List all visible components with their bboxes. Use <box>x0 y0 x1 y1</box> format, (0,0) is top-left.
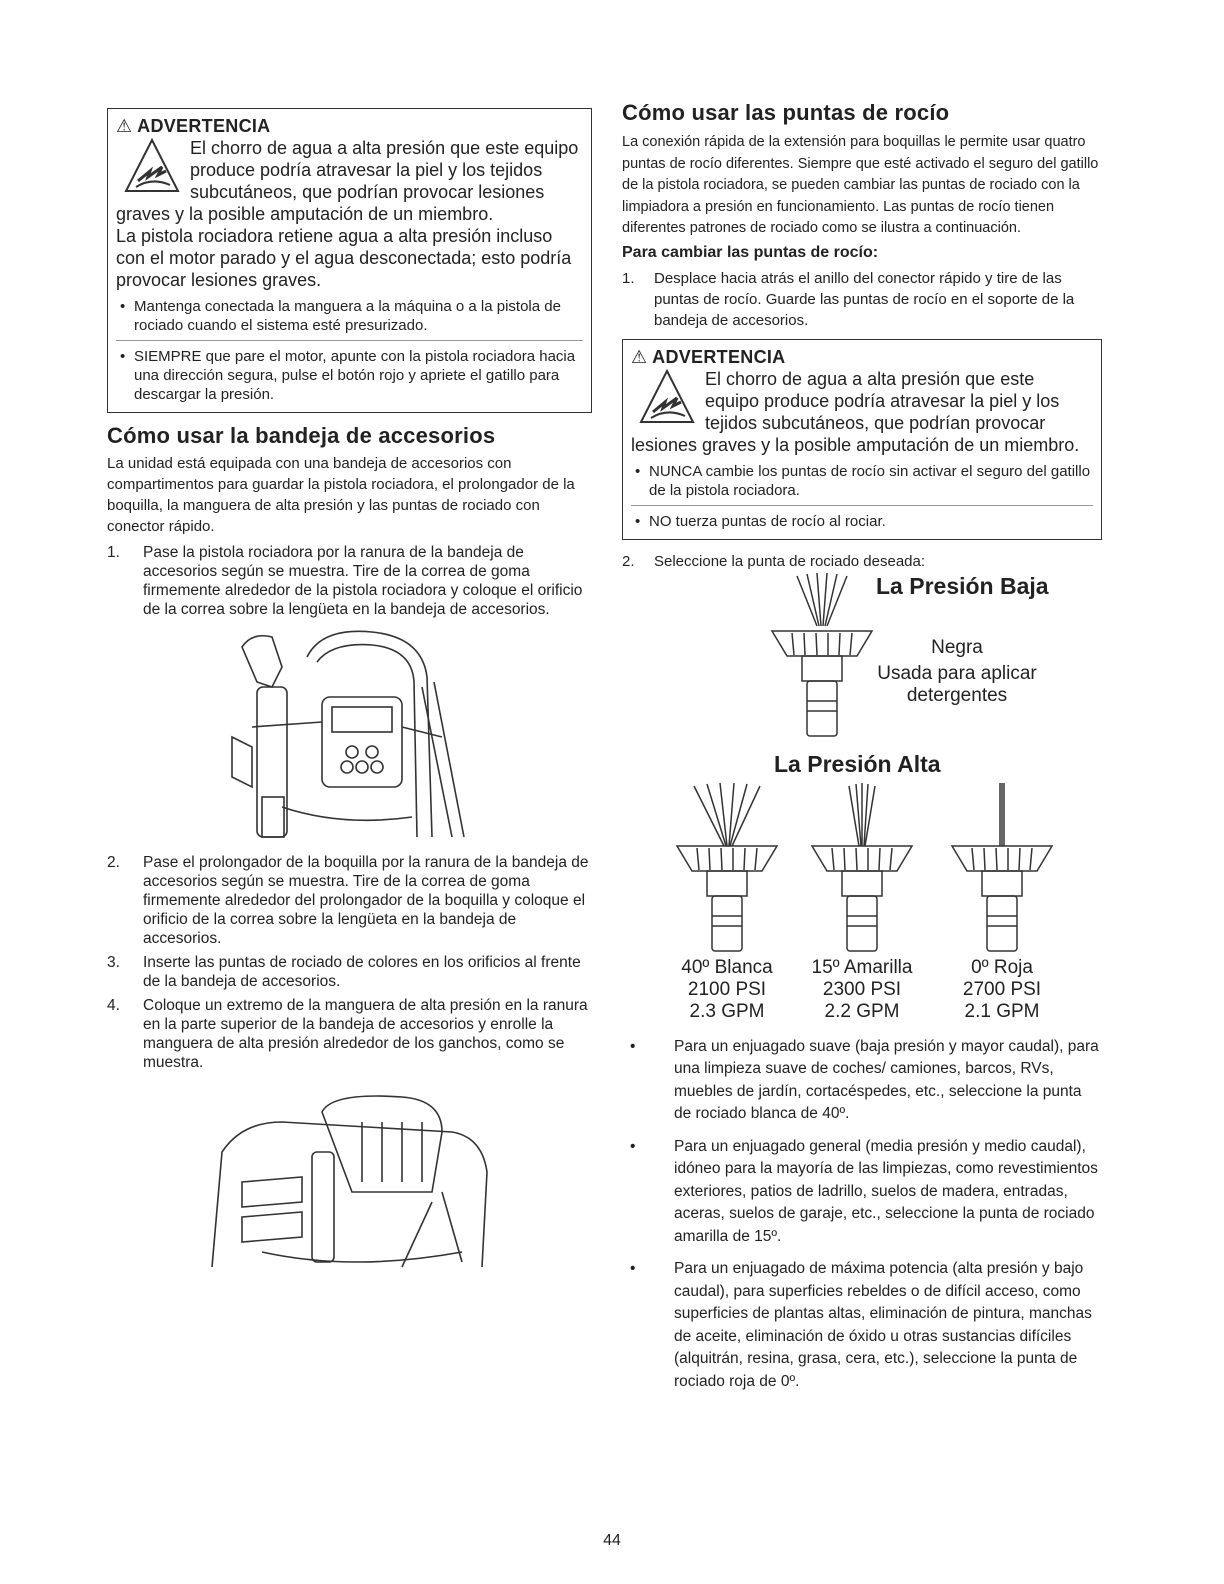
section-heading-tips: Cómo usar las puntas de rocío <box>622 100 950 125</box>
injection-hazard-icon <box>639 368 695 426</box>
white-40-tip-icon <box>672 781 782 956</box>
tip-name: 15º Amarilla <box>811 956 913 978</box>
warning-box-1 <box>107 108 592 413</box>
low-tip-use: Usada para aplicar <box>877 662 1037 684</box>
tray-intro: La unidad está equipada con una bandeja de accesorios con compartimentos para guardar la pistola rociadora, el prolongador de la boquilla, la manguera de alta presión y las puntas de rociado con conector rápido. <box>107 455 575 535</box>
warning-text: El chorro de agua a alta presión que este equipo produce podría atravesar la piel y los tejidos subcutáneos, que podrían provocar lesiones graves y la posible amputación de un miembro. <box>631 368 1080 455</box>
warning-header <box>631 346 1093 368</box>
list-item: 2. Seleccione la punta de rociado deseada: <box>622 552 926 570</box>
hose-tray-illustration <box>202 1092 502 1272</box>
high-pressure-section <box>622 751 1102 1036</box>
list-item: 1. Pase la pistola rociadora por la ranura de la bandeja de accesorios según se muestra. Tire de la correa de goma firmemente alrededor de la pistola rociadora y coloque el orificio de la correa sobre la lengüeta en la bandeja de accesorios. <box>107 544 583 618</box>
warning-label: ADVERTENCIA <box>137 116 271 136</box>
warning-bullet: • SIEMPRE que pare el motor, apunte con la pistola rociadora hacia una dirección segura, pulse el botón rojo y apriete el gatillo para descargar la presión. <box>116 347 583 404</box>
low-pressure-section <box>622 571 1102 751</box>
warning-bullet: • NO tuerza puntas de rocío al rociar. <box>631 512 1093 531</box>
tips-intro: La conexión rápida de la extensión para boquillas le permite usar quatro puntas de rocío diferentes. Siempre que esté activado el seguro del gatillo de la pistola rociadora, se pueden cambiar las puntas de rociado con la limpiadora a presión en funcionamiento. Las puntas de rocío tienen diferentes patrones de rociado como se ilustra a continuación. <box>622 134 1099 236</box>
list-item: 4. Coloque un extremo de la manguera de alta presión en la ranura en la parte superior de la bandeja de accesorios y enrolle la manguera de alta presión alrededor de los ganchos, como se muestra. <box>107 997 588 1071</box>
tip-gpm: 2.3 GPM <box>689 1000 765 1022</box>
injection-hazard-icon <box>124 137 180 195</box>
tip-gpm: 2.1 GPM <box>964 1000 1040 1022</box>
spray-gun-tray-illustration <box>212 627 472 847</box>
warning-header <box>116 115 583 137</box>
list-item: • Para un enjuagado general (media presión y medio caudal), idóneo para la mayoría de las limpiezas, como revestimientos exteriores, patios de ladrillo, suelos de madera, entradas, aceras, suelos de garaje, etc., seleccione la punta de rociado amarilla de 15º. <box>622 1136 1102 1249</box>
warning-label: ADVERTENCIA <box>652 346 786 367</box>
list-item: • Para un enjuagado de máxima potencia (alta presión y bajo caudal), para superficies rebeldes o de difícil acceso, como superficies de plantas altas, eliminación de pintura, manchas de aceite, eliminación de óxido u otras sustancias difíciles (alquitrán, resina, grasa, cera, etc.), seleccione la punta de rociado roja de 0º. <box>622 1258 1102 1393</box>
warning-text: El chorro de agua a alta presión que este equipo produce podría atravesar la piel y los tejidos subcutáneos, que podrían provocar lesiones graves y la posible amputación de un miembro. <box>116 138 579 224</box>
warning-bullet: • NUNCA cambie los puntas de rocío sin activar el seguro del gatillo de la pistola rociadora. <box>631 462 1093 500</box>
tip-psi: 2100 PSI <box>687 978 767 1000</box>
warning-box-2 <box>622 339 1102 540</box>
page-number: 44 <box>603 1532 621 1549</box>
tip-name: 0º Roja <box>971 956 1033 978</box>
low-pressure-title: La Presión Baja <box>876 572 1049 599</box>
warning-bullet: • Mantenga conectada la manguera a la máquina o a la pistola de rociado cuando el sistema esté presurizado. <box>116 297 583 335</box>
tips-subheading: Para cambiar las puntas de rocío: <box>622 243 879 261</box>
warning-text-2: La pistola rociadora retiene agua a alta presión incluso con el motor parado y el agua desconectada; esto podría provocar lesiones graves. <box>116 226 572 290</box>
list-item: 3. Inserte las puntas de rociado de colores en los orificios al frente de la bandeja de accesorios. <box>107 954 581 990</box>
tip-name: 40º Blanca <box>681 956 773 978</box>
right-column <box>622 100 1102 1393</box>
high-pressure-title: La Presión Alta <box>774 750 941 777</box>
low-tip-color: Negra <box>931 636 983 658</box>
tip-gpm: 2.2 GPM <box>824 1000 900 1022</box>
list-item: • Para un enjuagado suave (baja presión y mayor caudal), para una limpieza suave de coches/ camiones, barcos, RVs, muebles de jardín, cortacéspedes, etc., seleccione la punta de rociado blanca de 40º. <box>622 1036 1102 1126</box>
yellow-15-tip-icon <box>807 781 917 956</box>
tip-psi: 2300 PSI <box>822 978 902 1000</box>
warning-triangle-icon: ⚠ <box>116 116 133 136</box>
list-item: 2. Pase el prolongador de la boquilla por la ranura de la bandeja de accesorios según se muestra. Tire de la correa de goma firmemente alrededor del prolongador de la boquilla y coloque el orificio de la correa sobre la lengüeta en la bandeja de accesorios. <box>107 854 589 947</box>
list-item: 1. Desplace hacia atrás el anillo del conector rápido y tire de las puntas de rocío. Guarde las puntas de rocío en el soporte de la bandeja de accesorios. <box>622 269 1075 329</box>
tip-psi: 2700 PSI <box>962 978 1042 1000</box>
left-column <box>107 108 592 1272</box>
red-0-tip-icon <box>947 781 1057 956</box>
low-tip-use: detergentes <box>906 684 1008 706</box>
warning-triangle-icon: ⚠ <box>631 346 648 367</box>
section-heading-tray: Cómo usar la bandeja de accesorios <box>107 423 496 448</box>
black-tip-icon <box>762 571 882 751</box>
